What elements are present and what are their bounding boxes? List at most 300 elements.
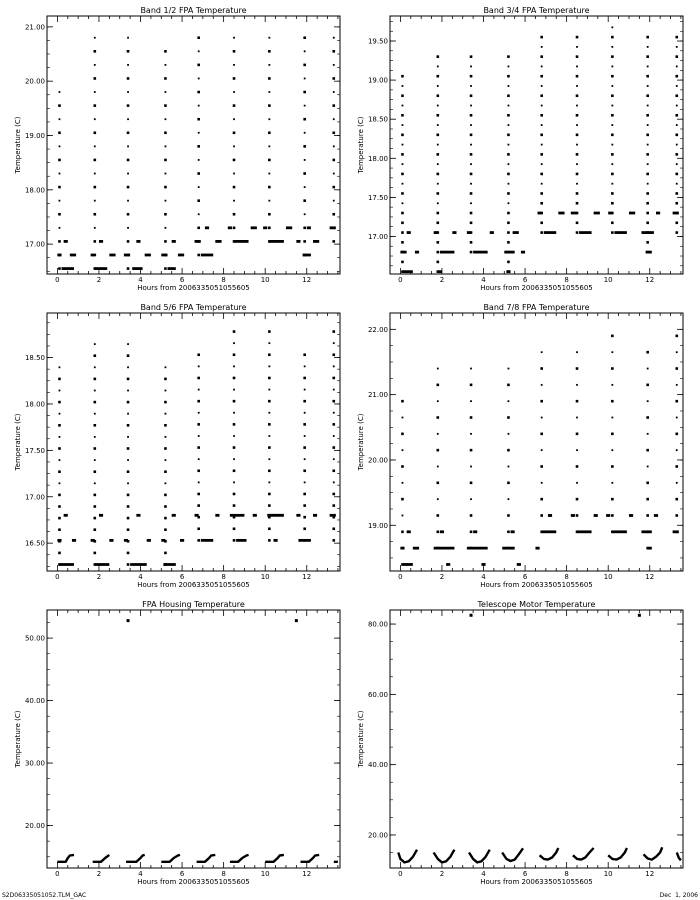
chart-3-point [127,343,129,345]
chart-1-point [233,213,236,216]
chart-4-point [611,482,613,484]
chart-3-point [164,378,167,381]
chart-3-point [268,330,271,333]
chart-4-point [540,498,543,501]
chart-1-point [164,50,167,53]
chart-4-xlabel: Hours from 2006335051055605 [480,581,593,589]
chart-1-point [304,132,306,134]
chart-3-point [268,458,270,460]
chart-2-panel [357,6,683,292]
chart-1-point [165,173,167,175]
footer-date: Dec 1, 2006 [659,892,698,899]
chart-2-point [401,173,404,176]
chart-4-point [647,433,649,435]
chart-4-point [576,351,578,353]
chart-4-xtick-label: 8 [564,573,569,581]
chart-3-point [59,413,61,415]
chart-2-point [470,114,473,117]
chart-2-point [676,66,678,68]
chart-1-point [59,145,61,147]
chart-2-point [436,192,439,195]
chart-2-point [541,144,543,146]
chart-3-data [57,330,335,566]
chart-2-point [611,221,614,224]
chart-4-point [470,498,472,500]
chart-1-point [198,159,200,161]
chart-6-xlabel: Hours from 2006335051055605 [480,878,593,886]
chart-4-point [675,400,678,403]
chart-4-point [576,417,578,419]
chart-4-point [402,449,404,451]
chart-4-point [436,449,439,452]
chart-3-point [127,401,130,404]
chart-1-point [303,240,306,243]
chart-2-point [437,183,439,185]
chart-3-point [93,528,96,531]
chart-1-point [198,186,200,188]
chart-3-point [268,504,271,507]
chart-3-point [303,504,306,507]
chart-2-point [611,36,614,39]
chart-1-point [59,91,61,93]
chart-1-point [197,64,200,67]
chart-1-point [233,77,236,80]
chart-3-point [332,353,335,356]
chart-2-xtick-label: 0 [398,276,403,284]
chart-3-point [304,435,306,437]
chart-1-point [333,118,335,120]
chart-2-point [611,192,614,195]
chart-4-point [508,368,510,370]
chart-4-point [675,367,678,370]
chart-1-point [127,227,129,229]
chart-2-point [401,261,404,264]
chart-4-point [507,482,510,485]
chart-2-point [647,144,649,146]
chart-1-point [268,227,271,230]
chart-3-point [332,493,335,496]
chart-2-point [675,55,678,58]
chart-1-point [233,37,235,39]
chart-2-point [507,153,510,156]
chart-4-point [437,433,439,435]
chart-1-point [58,240,61,243]
chart-1-xtick-label: 0 [55,276,60,284]
chart-1-point [332,159,335,162]
chart-3-point [268,539,271,542]
chart-3-point [127,413,129,415]
chart-2-point [470,241,473,244]
chart-3-xlabel: Hours from 2006335051055605 [137,581,250,589]
chart-1-point [233,118,235,120]
chart-1-point [303,91,306,94]
chart-5-xtick-label: 0 [55,870,60,878]
chart-2-point [611,114,614,117]
chart-1-point [58,267,61,270]
chart-1-ytick-label: 20.00 [24,77,45,86]
chart-3-xtick-label: 4 [138,573,143,581]
chart-3-point [268,342,270,344]
chart-1-point [233,104,236,107]
chart-1-point [303,118,306,121]
chart-1-point [304,186,306,188]
chart-3-point [197,353,200,356]
chart-3-point [332,400,335,403]
chart-2-point [436,114,439,117]
chart-6-xtick-label: 2 [439,870,445,878]
chart-1-point [93,240,96,243]
chart-3-point [93,447,96,450]
chart-3-point [164,552,167,555]
chart-1-point [332,131,335,134]
chart-2-point [611,231,614,234]
chart-6-frame [390,610,683,868]
chart-4-point [646,482,649,485]
chart-1-point [268,200,270,202]
chart-5-xtick-label: 2 [96,870,102,878]
chart-2-point [470,94,473,97]
chart-3-point [233,504,236,507]
chart-4-point [611,449,613,451]
chart-2-point [436,75,439,78]
chart-2-point [401,75,404,78]
chart-3-point [58,494,61,497]
chart-1-point [268,118,270,120]
chart-1-point [94,64,96,66]
chart-2-point [646,192,649,195]
chart-2-point [437,144,439,146]
chart-3-point [197,469,200,472]
chart-3-point [93,401,96,404]
chart-4-point [541,384,543,386]
chart-2-point [576,55,579,58]
chart-4-point [576,482,578,484]
chart-6-title: Telescope Motor Temperature [477,600,596,609]
chart-1-point [268,213,271,216]
chart-1-point [164,77,167,80]
chart-4-point [470,384,473,387]
chart-3-point [333,365,335,367]
chart-6-ytick-label: 40.00 [367,761,388,770]
chart-2-point [576,202,579,205]
chart-3-point [197,446,200,449]
chart-1-point [127,267,130,270]
chart-2-point [647,105,649,107]
chart-2-point [540,192,543,195]
chart-4-point [646,449,649,452]
chart-3-point [127,528,130,531]
chart-4-xtick-label: 10 [603,573,613,581]
chart-1-point [197,227,200,230]
chart-2-point [675,192,678,195]
chart-1-point [127,213,130,216]
chart-1-point [198,105,200,107]
chart-3-point [93,354,96,357]
chart-3-ytick-label: 17.00 [24,493,45,502]
chart-3-point [58,552,61,555]
chart-4-point [576,367,579,370]
chart-1-point [332,104,335,107]
chart-2-xlabel: Hours from 2006335051055605 [480,284,593,292]
chart-1-point [127,118,129,120]
chart-6-xtick-label: 0 [398,870,403,878]
chart-1-point [268,77,271,80]
chart-2-point [402,105,404,107]
chart-3-point [233,446,236,449]
chart-1-xtick-label: 2 [96,276,102,284]
chart-4-point [611,351,613,353]
chart-1-point [94,200,96,202]
chart-3-point [233,481,235,483]
chart-3-ytick-label: 18.50 [24,354,45,363]
chart-3-point [268,412,270,414]
chart-3-point [59,390,61,392]
chart-2-point [401,192,404,195]
chart-1-point [58,159,61,162]
chart-3-point [303,527,306,530]
chart-2-point [401,114,404,117]
chart-3-point [197,539,200,542]
chart-2-point [437,124,439,126]
chart-1-point [165,145,167,147]
chart-3-point [233,353,236,356]
chart-2-point [437,66,439,68]
chart-2-point [675,94,678,97]
chart-3-ylabel: Temperature (C) [14,413,22,471]
chart-4-point [611,335,614,338]
chart-4-point [611,367,614,370]
chart-3-point [127,424,130,427]
chart-2-point [541,46,543,48]
chart-4-point [675,433,678,436]
chart-1-point [127,200,129,202]
chart-1-point [127,37,129,39]
chart-2-point [646,75,649,78]
chart-2-ylabel: Temperature (C) [357,116,365,174]
chart-2-point [401,153,404,156]
chart-2-point [675,36,678,39]
chart-2-point [508,85,510,87]
chart-4-xtick-label: 4 [481,573,486,581]
chart-2-point [507,94,510,97]
chart-2-point [676,105,678,107]
chart-5-xtick-label: 4 [138,870,143,878]
chart-4-point [611,498,614,501]
chart-2-point [401,212,404,215]
chart-4-point [541,351,543,353]
chart-1-point [268,91,270,93]
chart-4-point [675,465,678,468]
chart-2-point [576,66,578,68]
chart-3-point [94,413,96,415]
chart-3-xtick-label: 2 [96,573,102,581]
chart-4-point [676,417,678,419]
chart-2-point [470,144,472,146]
chart-4-point [507,531,510,534]
chart-1-point [127,186,130,189]
chart-3-point [304,412,306,414]
chart-1-point [233,145,235,147]
chart-2-point [675,114,678,117]
chart-3-point [303,493,306,496]
chart-3-ytick-label: 18.00 [24,400,45,409]
chart-4-point [470,433,472,435]
chart-2-point [540,134,543,137]
chart-1-point [198,50,200,52]
chart-2-xtick-label: 8 [564,276,569,284]
chart-1-xtick-label: 12 [302,276,312,284]
chart-3-point [268,446,271,449]
chart-3-ytick-label: 17.50 [24,446,45,455]
chart-2-ytick-label: 17.00 [367,232,388,241]
chart-1-point [233,50,236,53]
chart-4-point [436,416,439,419]
chart-3-point [93,470,96,473]
chart-1-point [127,240,130,243]
chart-1-point [198,78,200,80]
chart-2-point [540,153,543,156]
chart-3-panel [14,303,340,589]
chart-1-point [332,240,335,243]
chart-2-point [470,134,473,137]
chart-2-point [646,134,649,137]
chart-3-point [333,389,335,391]
chart-2-point [507,261,510,264]
chart-2-ytick-label: 18.50 [367,115,388,124]
chart-2-point [507,212,510,215]
chart-3-point [165,459,167,461]
chart-1-point [58,104,61,107]
chart-2-point [611,55,614,58]
chart-2-point [576,192,579,195]
chart-1-point [127,145,129,147]
chart-4-point [646,416,649,419]
chart-2-point [646,55,649,58]
chart-2-xtick-label: 10 [603,276,613,284]
chart-3-point [268,435,270,437]
chart-1-point [304,105,306,107]
chart-5-series-line [57,855,338,862]
chart-2-point [470,66,472,68]
chart-3-point [333,412,335,414]
chart-4-point [576,400,579,403]
chart-3-point [332,469,335,472]
chart-3-point [303,446,306,449]
chart-3-point [233,423,236,426]
chart-1-point [233,64,235,66]
chart-5-xlabel: Hours from 2006335051055605 [137,878,250,886]
chart-2-point [470,105,472,107]
chart-3-point [127,505,130,508]
chart-4-ylabel: Temperature (C) [357,413,365,471]
chart-6-ytick-label: 80.00 [367,620,388,629]
chart-3-point [127,390,129,392]
chart-4-point [401,498,404,501]
chart-6-ytick-label: 20.00 [367,831,388,840]
chart-1-panel [14,6,340,292]
chart-1-point [303,199,306,202]
chart-1-frame [47,16,340,274]
chart-4-point [540,367,543,370]
chart-4-point [470,400,472,402]
chart-2-ytick-label: 18.00 [367,154,388,163]
chart-4-point [540,465,543,468]
chart-5-title: FPA Housing Temperature [142,600,245,609]
chart-2-point [675,221,678,224]
chart-2-point [402,202,404,204]
chart-3-point [127,470,130,473]
chart-4-point [646,498,649,501]
chart-1-point [164,104,167,107]
chart-4-point [541,482,543,484]
chart-5-ytick-label: 40.00 [24,697,45,706]
chart-3-point [165,436,167,438]
chart-3-point [197,423,200,426]
chart-3-ytick-label: 16.50 [24,539,45,548]
chart-4-xtick-label: 6 [522,573,528,581]
chart-1-point [332,50,335,53]
chart-1-point [333,173,335,175]
chart-3-point [268,389,270,391]
chart-2-point [402,183,404,185]
chart-1-point [333,91,335,93]
chart-2-point [646,221,649,224]
chart-4-point [507,514,510,517]
chart-1-point [164,186,167,189]
chart-3-point [233,493,236,496]
chart-2-point [647,163,649,165]
chart-2-point [436,212,439,215]
chart-2-point [540,55,543,58]
chart-1-point [93,213,96,216]
chart-4-point [507,449,510,452]
chart-3-point [165,390,167,392]
chart-2-ytick-label: 19.00 [367,76,388,85]
chart-3-point [233,458,235,460]
chart-1-point [233,91,235,93]
chart-4-point [401,400,404,403]
chart-2-point [540,173,543,176]
chart-2-point [470,173,473,176]
chart-1-point [303,64,306,67]
chart-3-point [164,528,167,531]
chart-3-point [233,435,235,437]
chart-6-outlier-point [470,614,473,617]
chart-3-point [127,517,130,520]
chart-3-point [127,459,129,461]
chart-4-point [611,433,614,436]
chart-1-title: Band 1/2 FPA Temperature [140,6,247,15]
chart-2-point [646,173,649,176]
chart-4-point [540,514,543,517]
chart-6-xtick-label: 10 [603,870,613,878]
chart-3-point [332,539,335,542]
chart-3-point [58,447,61,450]
chart-1-point [197,91,200,94]
chart-1-point [164,131,167,134]
chart-1-point [332,213,335,216]
chart-2-point [611,46,613,48]
chart-2-data [400,26,678,273]
chart-3-point [93,552,96,555]
chart-2-point [646,241,649,244]
chart-2-point [576,124,578,126]
chart-4-point [508,498,510,500]
chart-2-point [576,134,579,137]
chart-3-point [333,481,335,483]
chart-2-point [576,46,578,48]
chart-4-point [470,368,472,370]
